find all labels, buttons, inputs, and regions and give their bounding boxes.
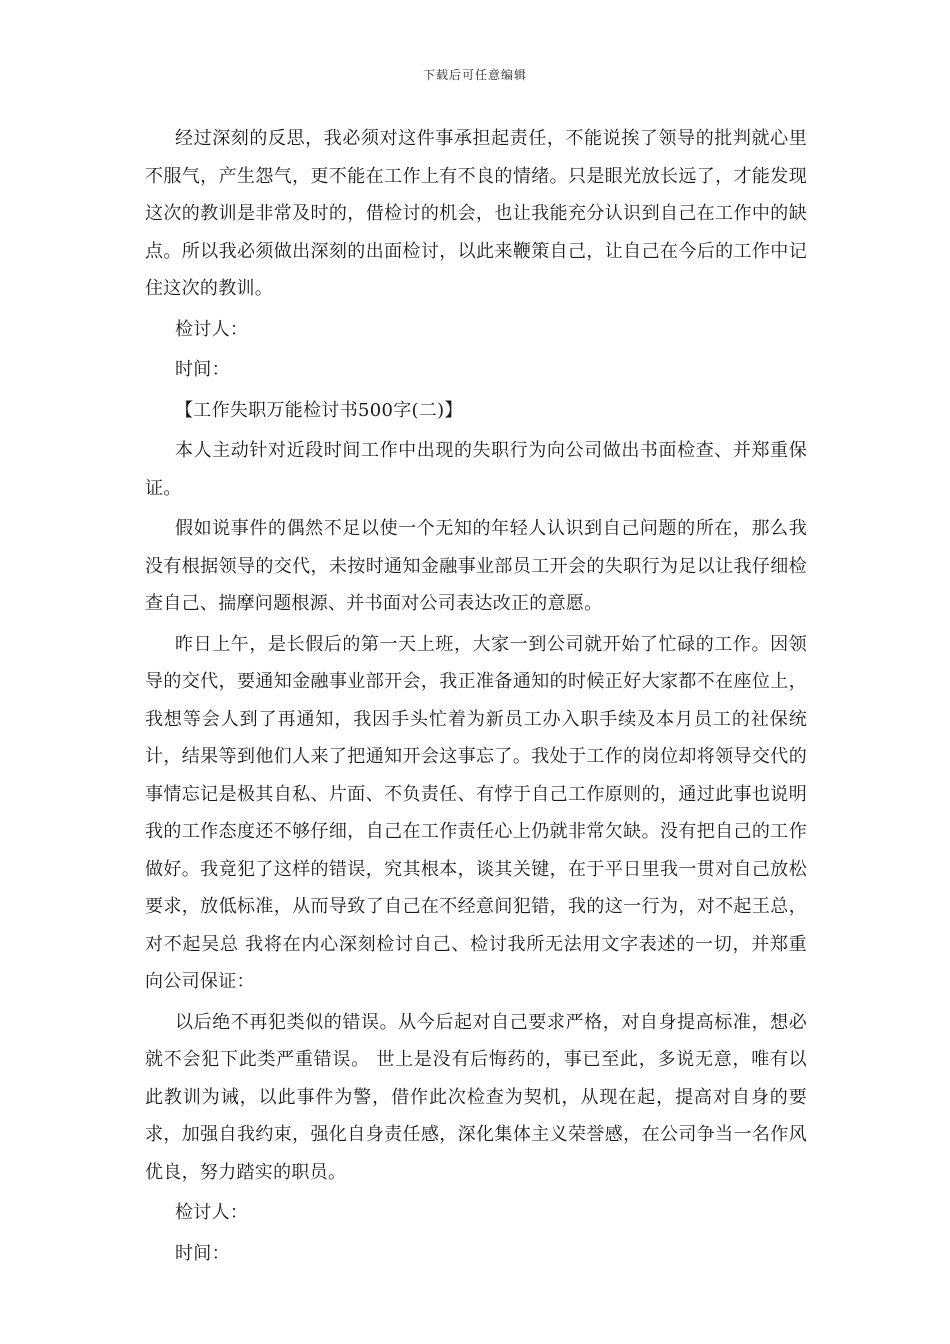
paragraph-incident: 昨日上午，是长假后的第一天上班，大家一到公司就开始了忙碌的工作。因领导的交代，要通知金融事业部开会，我正准备通知的时候正好大家都不在座位上，我想等会人到了再通知，我因手头忙着为新员工办入职手续及本月员工的社保统计，结果等到他们人来了把通知开会这事忘了。我处于工作的岗位却将领导交代的事情忘记是极其自私、片面、不负责任、有悖于自己工作原则的，通过此事也说明我的工作态度还不够仔细，自己在工作责任心上仍就非常欠缺。没有把自己的工作做好。我竟犯了这样的错误，究其根本，谈其关键，在于平日里我一贯对自己放松要求，放低标准，从而导致了自己在不经意间犯错，我的这一行为，对不起王总，对不起吴总 我将在内心深刻检讨自己、检讨我所无法用文字表述的一切，并郑重向公司保证： (145, 633, 807, 992)
paragraph-intro: 本人主动针对近段时间工作中出现的失职行为向公司做出书面检查、并郑重保证。 (145, 440, 807, 499)
section-title: 【工作失职万能检讨书500字(二)】 (175, 399, 463, 421)
page-header: 下载后可任意编辑 (422, 68, 527, 82)
paragraph-reflection: 经过深刻的反思，我必须对这件事承担起责任，不能说挨了领导的批判就心里不服气，产生怨气，更不能在工作上有不良的情绪。只是眼光放长远了，才能发现这次的教训是非常及时的，借检讨的机会，也让我能充分认识到自己在工作中的缺点。所以我必须做出深刻的出面检讨，以此来鞭策自己，让自己在今后的工作中记住这次的教训。 (145, 128, 807, 299)
document-body (145, 120, 807, 1275)
paragraph-pledge: 以后绝不再犯类似的错误。从今后起对自己要求严格，对自身提高标准，想必就不会犯下此类严重错误。 世上是没有后悔药的，事已至此，多说无意，唯有以此教训为诫，以此事件为警，借作此次检查为契机，从现在起，提高对自身的要求，加强自我约束，强化自身责任感，深化集体主义荣誉感，在公司争当一名作风优良，努力踏实的职员。 (145, 1011, 807, 1183)
date-label: 时间： (175, 359, 230, 380)
signature-label: 检讨人： (175, 1202, 249, 1223)
signature-label: 检讨人： (175, 318, 249, 340)
date-label: 时间： (175, 1242, 230, 1264)
paragraph-cause: 假如说事件的偶然不足以使一个无知的年轻人认识到自己问题的所在，那么我没有根据领导的交代，未按时通知金融事业部员工开会的失职行为足以让我仔细检查自己、揣摩问题根源、并书面对公司表达改正的意愿。 (145, 518, 807, 614)
